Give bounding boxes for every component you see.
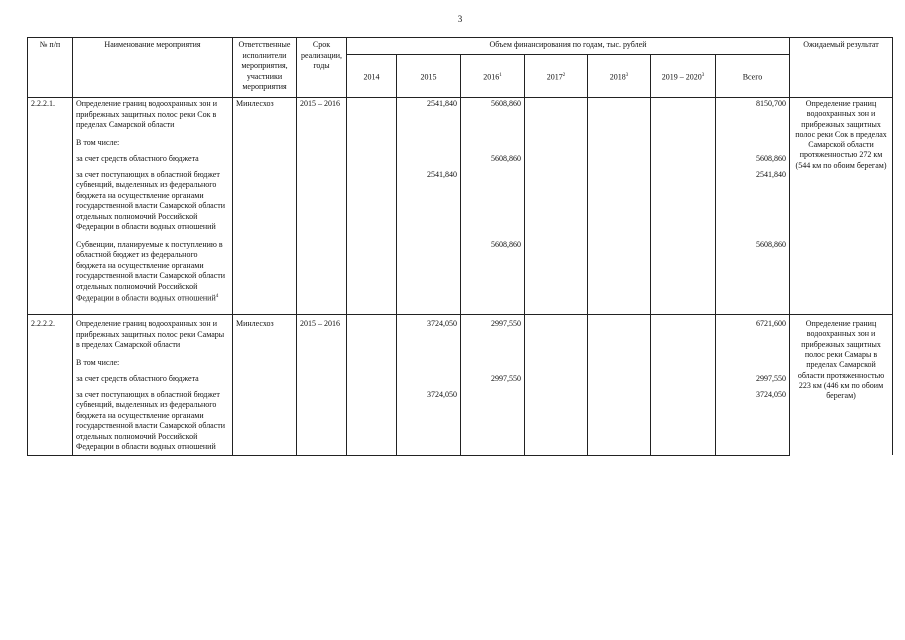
cell-2015: 2541,840 xyxy=(397,98,461,132)
table-row xyxy=(28,315,893,352)
row-responsible: Минлесхоз xyxy=(233,98,297,132)
cell-2017 xyxy=(525,98,588,132)
sub-cell-2016: 2997,550 xyxy=(461,369,525,386)
table-row xyxy=(28,149,893,166)
cell-2018 xyxy=(588,98,651,132)
table-header xyxy=(28,38,893,98)
cell-2015: 3724,050 xyxy=(397,315,461,352)
row-term: 2015 – 2016 xyxy=(297,98,347,132)
row-term: 2015 – 2016 xyxy=(297,315,347,352)
sub-cell-2016: 5608,860 xyxy=(461,234,525,309)
sub-cell-total: 3724,050 xyxy=(716,386,790,456)
row-result: Определение границ водоохранных зон и прибрежных защитных полос реки Сок в пределах Самарской области протяженностью 272 км (544 км по обоим берегам) xyxy=(790,98,893,315)
sub-cell-2016 xyxy=(461,166,525,234)
cell-2019-2020 xyxy=(651,315,716,352)
cell-2014 xyxy=(347,98,397,132)
table-row xyxy=(28,369,893,386)
header-responsible: Ответственные исполнители мероприятия, участники мероприятия xyxy=(233,38,297,98)
sub-cell-total: 2997,550 xyxy=(716,369,790,386)
cell-2016: 2997,550 xyxy=(461,315,525,352)
sub-cell-2015 xyxy=(397,149,461,166)
sub-name: за счет средств областного бюджета xyxy=(73,149,233,166)
sub-name: за счет поступающих в областной бюджет субвенций, выделенных из федерального бюджета на осуществление органами государственной власти Самарской области отдельных полномочий Российской Федерации в области водных отношений xyxy=(73,386,233,456)
row-responsible: Минлесхоз xyxy=(233,315,297,352)
header-year-2018: 2018$^3$ xyxy=(588,55,651,98)
cell-2017 xyxy=(525,315,588,352)
table-row xyxy=(28,386,893,456)
page-number: 3 xyxy=(457,14,463,24)
in-that-label: В том числе: xyxy=(73,132,233,150)
cell-2014 xyxy=(347,315,397,352)
header-name: Наименование мероприятия xyxy=(73,38,233,98)
cell-total: 8150,700 xyxy=(716,98,790,132)
sub-cell-total: 5608,860 xyxy=(716,234,790,309)
sub-cell-total: 2541,840 xyxy=(716,166,790,234)
sub-cell-total: 5608,860 xyxy=(716,149,790,166)
cell-2018 xyxy=(588,315,651,352)
table-row xyxy=(28,166,893,234)
table-row xyxy=(28,132,893,150)
sub-name: Субвенции, планируемые к поступлению в областной бюджет из федерального бюджета на осуществление органами государственной власти Самарской области отдельных полномочий Российской Федерации в области водных отношений$^4$ xyxy=(73,234,233,309)
sub-cell-2015 xyxy=(397,234,461,309)
header-total: Всего xyxy=(716,55,790,98)
header-result: Ожидаемый результат xyxy=(790,38,893,98)
header-year-2014: 2014 xyxy=(347,55,397,98)
table-body xyxy=(28,98,893,456)
table-row xyxy=(28,98,893,132)
sub-cell-2015 xyxy=(397,369,461,386)
sub-cell-2016: 5608,860 xyxy=(461,149,525,166)
header-year-2017: 2017$^2$ xyxy=(525,55,588,98)
row-name: Определение границ водоохранных зон и прибрежных защитных полос реки Сок в пределах Самарской области xyxy=(73,98,233,132)
sub-cell-2016 xyxy=(461,386,525,456)
financing-table-container xyxy=(27,37,892,456)
header-financing: Объем финансирования по годам, тыс. рублей xyxy=(347,38,790,55)
cell-2016: 5608,860 xyxy=(461,98,525,132)
sub-name: за счет средств областного бюджета xyxy=(73,369,233,386)
cell-2019-2020 xyxy=(651,98,716,132)
sub-name: за счет поступающих в областной бюджет субвенций, выделенных из федерального бюджета на осуществление органами государственной власти Самарской области отдельных полномочий Российской Федерации в области водных отношений xyxy=(73,166,233,234)
row-name: Определение границ водоохранных зон и прибрежных защитных полос реки Самары в пределах Самарской области xyxy=(73,315,233,352)
header-num: № п/п xyxy=(28,38,73,98)
row-result: Определение границ водоохранных зон и прибрежных защитных полос реки Самары в пределах Самарской области протяженностью 223 км (446 км по обоим берегам) xyxy=(790,315,893,456)
sub-cell-2015: 2541,840 xyxy=(397,166,461,234)
in-that-label: В том числе: xyxy=(73,352,233,370)
financing-table xyxy=(27,37,893,456)
header-term: Срок реализации, годы xyxy=(297,38,347,98)
cell-total: 6721,600 xyxy=(716,315,790,352)
header-year-2019-2020: 2019 – 2020$^3$ xyxy=(651,55,716,98)
header-year-2016: 2016$^1$ xyxy=(461,55,525,98)
table-row xyxy=(28,352,893,370)
row-code: 2.2.2.1. xyxy=(28,98,73,132)
sub-cell-2015: 3724,050 xyxy=(397,386,461,456)
header-year-2015: 2015 xyxy=(397,55,461,98)
table-row xyxy=(28,234,893,309)
row-code: 2.2.2.2. xyxy=(28,315,73,352)
